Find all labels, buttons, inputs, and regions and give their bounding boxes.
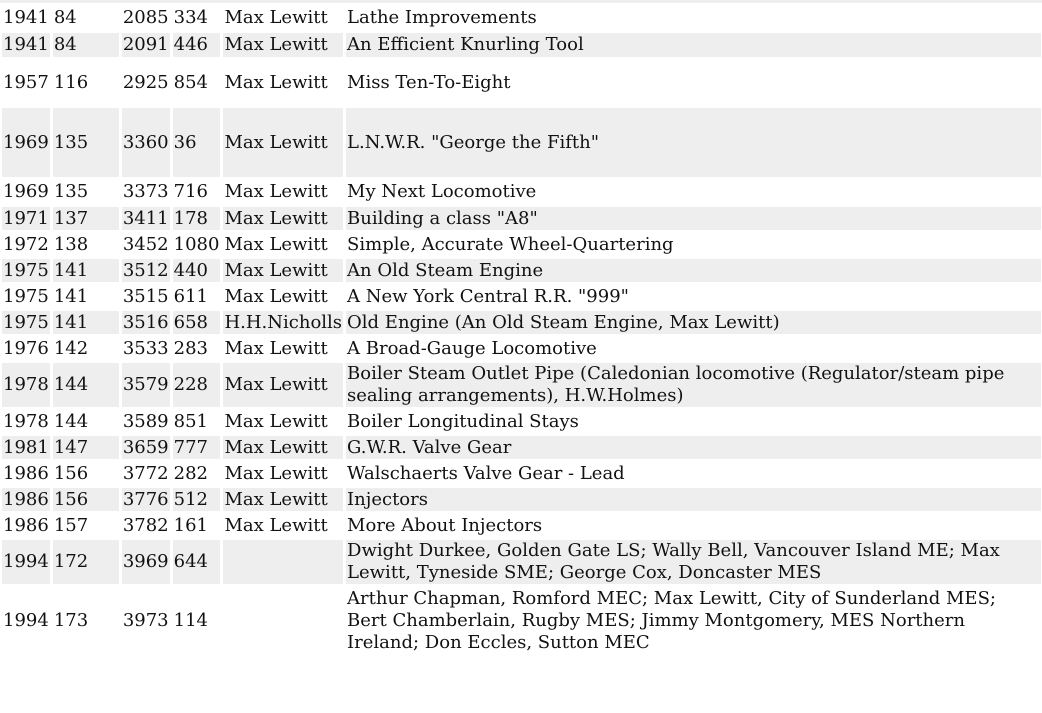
page-cell: 854 <box>173 71 208 93</box>
volume-cell: 156 <box>53 488 119 511</box>
page-cell: 36 <box>173 108 221 177</box>
table-row <box>2 540 1041 584</box>
page-cell: 446 <box>173 33 221 57</box>
issue-cell: 3411 <box>122 207 169 229</box>
title-cell: Arthur Chapman, Romford MEC; Max Lewitt, City of Sunderland MES; Bert Chamberlain, Rugby MES; Jimmy Montgomery, MES Northern Ireland; Don Eccles, Sutton MEC <box>347 587 996 653</box>
issue-cell: 3516 <box>122 311 169 333</box>
table-row <box>2 233 1041 256</box>
page-cell: 161 <box>173 514 208 536</box>
year-cell: 1971 <box>3 207 49 229</box>
table-row <box>2 488 1041 511</box>
author-cell: Max Lewitt <box>224 181 328 202</box>
year-cell: 1986 <box>3 462 49 484</box>
issue-cell: 3373 <box>122 181 169 202</box>
author-cell: Max Lewitt <box>223 488 343 511</box>
volume-cell: 144 <box>53 410 89 432</box>
volume-cell: 157 <box>53 514 89 536</box>
table-row <box>2 363 1041 407</box>
volume-cell: 141 <box>53 311 119 334</box>
author-cell: Max Lewitt <box>224 7 328 28</box>
page-cell: 114 <box>173 609 208 631</box>
title-cell: Boiler Longitudinal Stays <box>347 410 579 432</box>
table-row <box>2 587 1041 654</box>
issue-cell: 3772 <box>122 462 169 484</box>
year-cell: 1972 <box>3 233 49 255</box>
author-cell: Max Lewitt <box>224 233 328 255</box>
title-cell: Simple, Accurate Wheel-Quartering <box>347 233 674 255</box>
author-cell: Max Lewitt <box>224 514 328 536</box>
author-cell: Max Lewitt <box>223 436 343 459</box>
volume-cell: 137 <box>53 207 119 230</box>
year-cell: 1994 <box>3 609 49 631</box>
year-cell: 1978 <box>3 410 49 432</box>
issue-cell: 3515 <box>122 285 169 307</box>
title-cell: An Efficient Knurling Tool <box>346 33 1041 57</box>
issue-cell: 2091 <box>122 34 169 55</box>
title-cell: More About Injectors <box>347 514 543 536</box>
page-cell: 334 <box>173 7 208 28</box>
author-cell: Max Lewitt <box>223 259 343 282</box>
volume-cell: 84 <box>53 7 77 28</box>
issue-cell: 3776 <box>122 488 169 510</box>
issue-cell: 3360 <box>122 108 170 177</box>
volume-cell: 135 <box>53 181 89 202</box>
issue-cell: 3452 <box>122 233 169 255</box>
table-row <box>2 108 1041 177</box>
table-row <box>2 259 1041 282</box>
year-cell: 1978 <box>2 363 50 407</box>
issue-cell: 2085 <box>122 7 169 28</box>
page-cell: 851 <box>173 410 208 432</box>
volume-cell: 172 <box>53 540 119 584</box>
issue-cell: 3589 <box>122 410 169 432</box>
volume-cell: 141 <box>53 259 119 282</box>
page-cell: 440 <box>173 259 221 282</box>
year-cell: 1976 <box>3 337 49 359</box>
author-cell: Max Lewitt <box>224 410 328 432</box>
volume-cell: 156 <box>53 462 89 484</box>
year-cell: 1994 <box>2 540 50 584</box>
volume-cell: 84 <box>53 33 119 57</box>
title-cell: Building a class "A8" <box>346 207 1041 230</box>
title-cell: An Old Steam Engine <box>346 259 1041 282</box>
article-index-table <box>0 3 1042 657</box>
table-body <box>2 6 1041 654</box>
table-row <box>2 337 1041 360</box>
volume-cell: 142 <box>53 337 89 359</box>
author-cell: Max Lewitt <box>224 337 328 359</box>
page-cell: 611 <box>173 285 208 307</box>
title-cell: Old Engine (An Old Steam Engine, Max Lewitt) <box>346 311 1041 334</box>
page-cell: 282 <box>173 462 208 484</box>
issue-cell: 3659 <box>122 436 169 458</box>
issue-cell: 3969 <box>122 540 170 584</box>
year-cell: 1957 <box>3 71 49 93</box>
year-cell: 1941 <box>3 34 49 55</box>
volume-cell: 147 <box>53 436 119 459</box>
title-cell: Miss Ten-To-Eight <box>347 71 511 93</box>
author-cell: Max Lewitt <box>223 33 343 57</box>
volume-cell: 135 <box>53 108 119 177</box>
title-cell: A New York Central R.R. "999" <box>347 285 629 307</box>
year-cell: 1986 <box>3 514 49 536</box>
page-cell: 716 <box>173 181 208 202</box>
title-cell: Dwight Durkee, Golden Gate LS; Wally Bell, Vancouver Island ME; Max Lewitt, Tyneside SME; George Cox, Doncaster MES <box>346 540 1041 584</box>
table-row <box>2 410 1041 433</box>
page-cell: 1080 <box>173 233 220 255</box>
author-cell: Max Lewitt <box>224 462 328 484</box>
table-row <box>2 180 1041 204</box>
page-cell: 283 <box>173 337 208 359</box>
year-cell: 1975 <box>3 259 49 281</box>
page-cell: 512 <box>173 488 221 511</box>
title-cell: Injectors <box>346 488 1041 511</box>
table-row <box>2 207 1041 230</box>
title-cell: My Next Locomotive <box>347 181 537 202</box>
year-cell: 1975 <box>3 285 49 307</box>
issue-cell: 2925 <box>122 71 169 93</box>
table-row <box>2 60 1041 105</box>
author-cell: Max Lewitt <box>224 71 328 93</box>
title-cell: Lathe Improvements <box>347 7 537 28</box>
author-cell: Max Lewitt <box>224 285 328 307</box>
year-cell: 1981 <box>3 436 49 458</box>
page-cell: 178 <box>173 207 221 230</box>
title-cell: G.W.R. Valve Gear <box>346 436 1041 459</box>
table-row <box>2 6 1041 30</box>
volume-cell: 173 <box>53 609 89 631</box>
author-cell <box>223 587 343 654</box>
author-cell: Max Lewitt <box>223 363 343 407</box>
year-cell: 1975 <box>3 311 49 333</box>
table-row <box>2 285 1041 308</box>
year-cell: 1986 <box>3 488 49 510</box>
volume-cell: 141 <box>53 285 89 307</box>
issue-cell: 3579 <box>122 363 170 407</box>
volume-cell: 144 <box>53 363 119 407</box>
table-row <box>2 436 1041 459</box>
year-cell: 1969 <box>3 181 49 202</box>
title-cell: Walschaerts Valve Gear - Lead <box>347 462 625 484</box>
table-row <box>2 33 1041 57</box>
author-cell <box>223 540 343 584</box>
author-cell: Max Lewitt <box>223 108 343 177</box>
page-cell: 658 <box>173 311 221 334</box>
issue-cell: 3782 <box>122 514 169 536</box>
title-cell: A Broad-Gauge Locomotive <box>347 337 597 359</box>
table-row <box>2 311 1041 334</box>
page-cell: 777 <box>173 436 221 459</box>
issue-cell: 3973 <box>122 609 169 631</box>
table-row <box>2 462 1041 485</box>
volume-cell: 116 <box>53 71 89 93</box>
author-cell: Max Lewitt <box>223 207 343 230</box>
title-cell: L.N.W.R. "George the Fifth" <box>346 108 1041 177</box>
page-cell: 644 <box>173 540 221 584</box>
year-cell: 1941 <box>3 7 49 28</box>
volume-cell: 138 <box>53 233 89 255</box>
issue-cell: 3533 <box>122 337 169 359</box>
title-cell: Boiler Steam Outlet Pipe (Caledonian locomotive (Regulator/steam pipe sealing arrangements), H.W.Holmes) <box>346 363 1041 407</box>
issue-cell: 3512 <box>122 259 169 281</box>
year-cell: 1969 <box>2 108 50 177</box>
page-cell: 228 <box>173 363 221 407</box>
author-cell: H.H.Nicholls <box>224 311 343 333</box>
table-row <box>2 514 1041 537</box>
